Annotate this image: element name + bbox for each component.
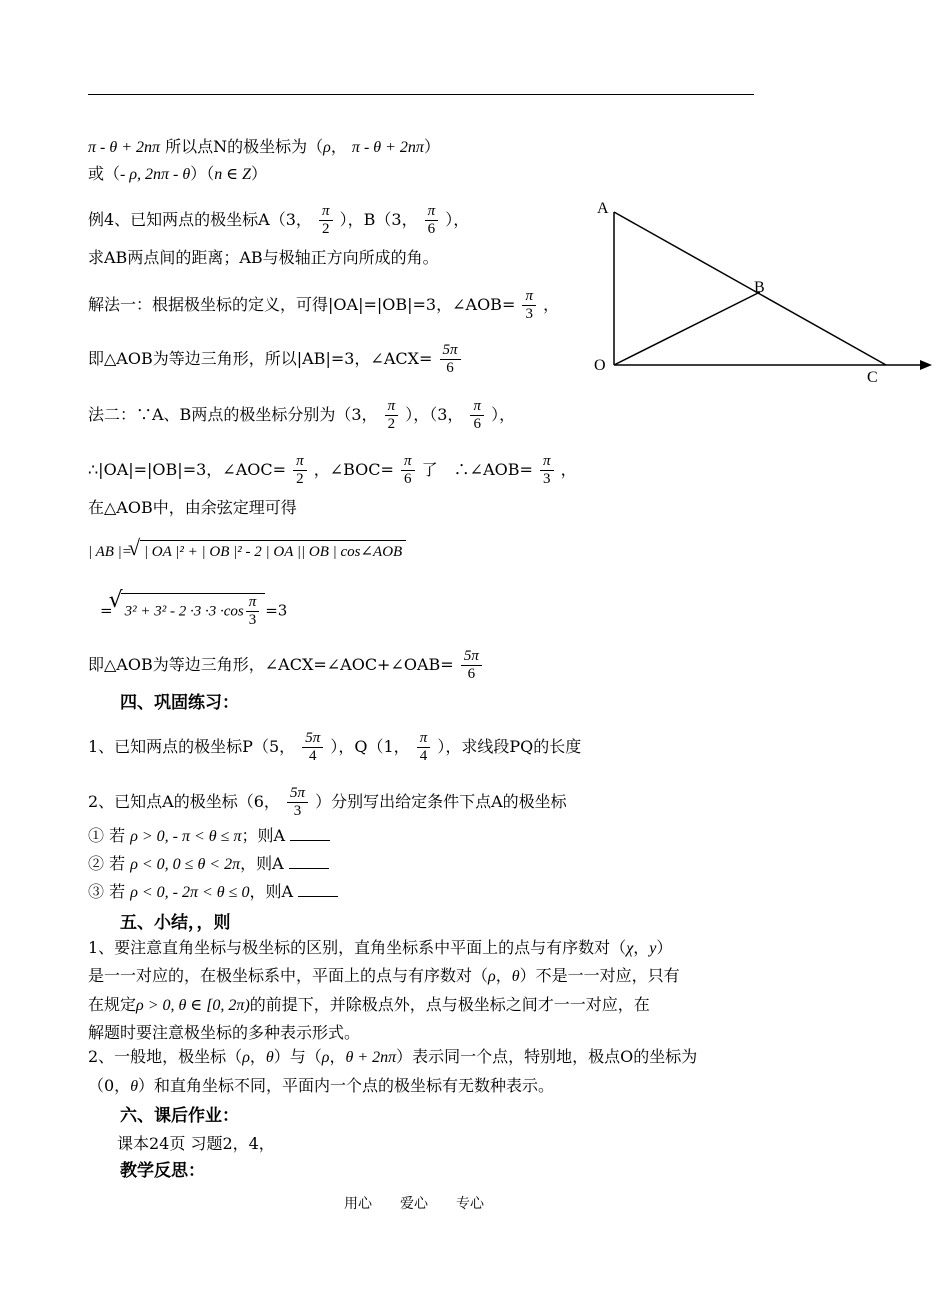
section-heading-6: 六、课后作业：: [120, 1106, 239, 1126]
text: 2、一般地，极坐标（: [88, 1047, 243, 1066]
solution-2: [88, 398, 515, 433]
text: ）: [251, 164, 268, 183]
fraction: [287, 785, 308, 820]
text: ），（3，: [405, 405, 464, 424]
sqrt-expr: √ | OA |² + | OB |² - 2 | OA || OB | cos∠AOB: [140, 540, 406, 563]
text: 了 ∴∠AOB=: [421, 460, 533, 479]
text: =3: [265, 601, 288, 620]
math-expr: π - θ + 2nπ: [88, 139, 161, 156]
text: ）: [423, 137, 440, 156]
text: 在规定: [88, 995, 137, 1014]
math-rho: ρ: [323, 139, 331, 156]
text: 是一一对应的，在极坐标系中，平面上的点与有序数对（: [88, 966, 489, 985]
math-theta: θ: [265, 1049, 274, 1066]
math-theta: θ: [130, 1078, 139, 1095]
math-expr: ρ < 0, - 2π < θ ≤ 0: [130, 884, 250, 901]
numerator: π: [293, 453, 307, 471]
text: ；则A: [241, 826, 286, 845]
question-line: 求AB两点间的距离；AB与极轴正方向所成的角。: [88, 248, 439, 267]
text-line-1: [88, 136, 440, 159]
practice-1: [88, 730, 581, 765]
fraction: [246, 594, 260, 629]
text: ，: [633, 938, 650, 957]
text: 的前提下，并除极点外，点与极坐标之间才一一对应，在: [249, 995, 650, 1014]
fraction: [425, 203, 439, 238]
label-B: B: [754, 279, 765, 296]
arrow-icon: [920, 360, 932, 370]
answer-blank[interactable]: [290, 825, 330, 841]
condition-1: [88, 825, 330, 848]
denominator: 2: [387, 416, 396, 432]
footer-text: 爱心: [400, 1196, 428, 1212]
math-rho: ρ: [488, 968, 496, 985]
solution-1: [88, 288, 559, 323]
text: ② 若: [88, 854, 126, 873]
summary-1d: 解题时要注意极坐标的多种表示形式。: [88, 1023, 361, 1042]
segment-OB: [614, 292, 760, 365]
math-expr: 3² + 3² - 2 ·3 ·3 ·cos: [124, 603, 244, 620]
math-expr: ρ > 0, θ ∈ [0, 2π): [136, 997, 250, 1014]
text-line-2: [88, 163, 267, 186]
text: ），: [445, 210, 470, 229]
fraction: [540, 453, 554, 488]
math-expr: ρ < 0, 0 ≤ θ < 2π: [130, 856, 241, 873]
cosine-law-intro: 在△AOB中，由余弦定理可得: [88, 498, 297, 517]
fraction: [401, 453, 415, 488]
summary-1a: [88, 937, 672, 960]
denominator: 6: [404, 471, 412, 487]
denominator: 2: [322, 221, 330, 237]
section-heading-4: 四、巩固练习：: [120, 693, 239, 713]
text: ）（: [190, 164, 215, 183]
fraction: [293, 453, 307, 488]
text: 1、已知两点的极坐标P（5，: [88, 737, 296, 756]
text: 例4、已知两点的极坐标A（3，: [88, 210, 312, 229]
text: 即△AOB为等边三角形，所以|AB|=3，∠ACX=: [88, 349, 433, 368]
fraction: [319, 203, 333, 238]
numerator: π: [470, 398, 484, 416]
denominator: 4: [308, 748, 317, 764]
fraction: [302, 730, 323, 765]
numerator: π: [522, 288, 536, 306]
sqrt-expr: [121, 593, 266, 629]
fraction: [440, 342, 461, 377]
header-rule: [88, 94, 754, 95]
numerator: π: [319, 203, 333, 221]
fraction: [417, 730, 431, 765]
denominator: 3: [543, 471, 551, 487]
denominator: 6: [467, 666, 476, 682]
section-heading-reflection: 教学反思：: [120, 1161, 205, 1181]
summary-1b: 是一一对应的，在极坐标系中，平面上的点与有序数对（ρ，θ）不是一一对应，只有: [88, 966, 680, 985]
numerator: 5π: [287, 785, 308, 803]
denominator: 4: [419, 748, 428, 764]
text: ① 若: [88, 826, 126, 845]
math-x: χ: [626, 940, 634, 957]
conclusion-line: [88, 648, 484, 683]
segment-AC: [614, 212, 886, 365]
math-expr: | AB |=: [88, 544, 132, 560]
denominator: 6: [446, 360, 454, 376]
text: ，∠BOC=: [313, 460, 394, 479]
fraction: [385, 398, 399, 433]
text: ，则A: [240, 854, 284, 873]
numerator: π: [540, 453, 554, 471]
numerator: π: [246, 594, 260, 612]
math-expr: n ∈ Z: [214, 166, 251, 183]
math-rho: ρ: [321, 1049, 330, 1066]
math-y: y: [649, 940, 657, 957]
numerator: 5π: [440, 342, 461, 360]
math-expr: θ + 2nπ: [345, 1049, 397, 1066]
answer-blank[interactable]: [289, 853, 329, 869]
text: ），: [491, 405, 516, 424]
text: ，: [543, 295, 560, 314]
text: ）表示同一个点，特别地，极点O的坐标为: [396, 1047, 698, 1066]
text: ，: [560, 460, 577, 479]
text: ∴|OA|=|OB|=3，∠AOC=: [88, 460, 287, 479]
math-theta: θ: [511, 968, 520, 985]
numerator: 5π: [461, 648, 482, 666]
solution-1b: [88, 342, 463, 377]
summary-1c: [88, 994, 650, 1017]
text: ）和直角坐标不同，平面内一个点的极坐标有无数种表示。: [138, 1076, 555, 1095]
text: 所以点N的极坐标为（: [165, 137, 324, 156]
text: ③ 若: [88, 882, 126, 901]
denominator: 3: [525, 306, 533, 322]
answer-blank[interactable]: [298, 881, 338, 897]
text: 即△AOB为等边三角形，∠ACX=∠AOC+∠OAB=: [88, 655, 454, 674]
denominator: 3: [248, 612, 257, 628]
text: ）分别写出给定条件下点A的极坐标: [315, 792, 567, 811]
text: ）: [656, 938, 673, 957]
text: 1、要注意直角坐标与极坐标的区别，直角坐标系中平面上的点与有序数对（: [88, 938, 627, 957]
denominator: 3: [293, 803, 302, 819]
footer-text: 用心: [344, 1196, 372, 1212]
numerator: π: [425, 203, 439, 221]
numerator: π: [385, 398, 399, 416]
footer: [344, 1193, 512, 1213]
formula-2: [100, 593, 287, 629]
text: ），Q（1，: [330, 737, 410, 756]
math-rho: ρ: [242, 1049, 250, 1066]
condition-3: [88, 881, 338, 904]
math-expr: π - θ + 2nπ: [351, 139, 424, 156]
solution-2b: [88, 453, 577, 488]
section-heading-5: 五、小结，，则: [120, 913, 231, 933]
text: ，则A: [249, 882, 294, 901]
math-expr: - ρ, 2nπ - θ: [120, 166, 191, 183]
text: ）与（: [273, 1047, 322, 1066]
triangle-figure: [580, 190, 940, 390]
fraction: [461, 648, 482, 683]
text: （0，: [88, 1076, 131, 1095]
text: ），求线段PQ的长度: [437, 737, 582, 756]
text: 解法一：根据极坐标的定义，可得|OA|=|OB|=3，∠AOB=: [88, 295, 516, 314]
text: ，: [330, 137, 347, 156]
numerator: 5π: [302, 730, 323, 748]
footer-text: 专心: [456, 1196, 484, 1212]
label-O: O: [594, 357, 606, 374]
fraction: [522, 288, 536, 323]
label-C: C: [867, 369, 878, 386]
summary-2a: 2、一般地，极坐标（ρ，θ）与（ρ，θ + 2nπ）表示同一个点，特别地，极点O的坐标为: [88, 1047, 698, 1066]
text: 法二：∵A、B两点的极坐标分别为（3，: [88, 405, 378, 424]
formula-1: [88, 540, 406, 563]
text: 2、已知点A的极坐标（6，: [88, 792, 280, 811]
text: ），B（3，: [339, 210, 418, 229]
math-expr: ρ > 0, - π < θ ≤ π: [130, 828, 242, 845]
practice-2: [88, 785, 567, 820]
text: ）不是一一对应，只有: [519, 966, 680, 985]
denominator: 2: [296, 471, 304, 487]
label-A: A: [597, 200, 609, 217]
fraction: [470, 398, 484, 433]
homework-text: 课本24页 习题2，4，: [117, 1134, 275, 1153]
denominator: 6: [473, 416, 481, 432]
text: 或（: [88, 164, 121, 183]
denominator: 6: [427, 221, 436, 237]
condition-2: [88, 853, 329, 876]
text: =: [100, 601, 113, 620]
numerator: π: [417, 730, 431, 748]
example-4: [88, 203, 469, 238]
numerator: π: [401, 453, 415, 471]
summary-2b: [88, 1075, 554, 1098]
